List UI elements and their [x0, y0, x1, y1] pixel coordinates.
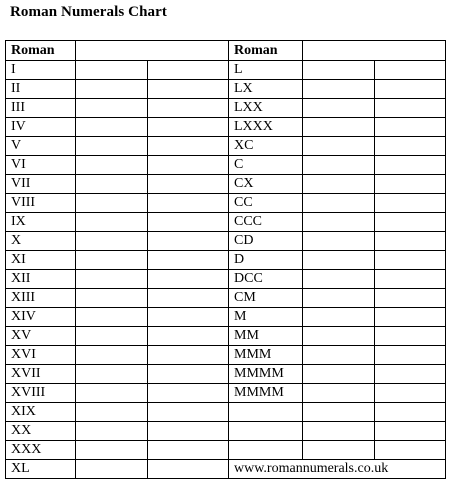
blank-cell: [303, 270, 375, 289]
blank-cell: [303, 194, 375, 213]
blank-cell: [76, 365, 148, 384]
blank-cell: [303, 80, 375, 99]
roman-left-cell: XV: [6, 327, 76, 346]
blank-cell: [303, 308, 375, 327]
table-row: [6, 213, 446, 232]
blank-cell: [148, 308, 229, 327]
table-row: [6, 118, 446, 137]
blank-cell: [375, 308, 446, 327]
roman-right-cell: CM: [229, 289, 303, 308]
blank-cell: [76, 403, 148, 422]
blank-cell: [303, 175, 375, 194]
table-row: [6, 175, 446, 194]
blank-cell: [76, 327, 148, 346]
blank-cell: [375, 80, 446, 99]
blank-cell: [375, 384, 446, 403]
roman-left-cell: V: [6, 137, 76, 156]
roman-left-cell: XVIII: [6, 384, 76, 403]
blank-cell: [303, 156, 375, 175]
chart-title: Roman Numerals Chart: [10, 4, 167, 20]
roman-left-cell: XVI: [6, 346, 76, 365]
blank-cell: [303, 118, 375, 137]
website-url: www.romannumerals.co.uk: [229, 460, 446, 479]
table-row: [6, 99, 446, 118]
blank-cell: [148, 118, 229, 137]
blank-cell: [303, 137, 375, 156]
table-row: [6, 194, 446, 213]
table-row: [6, 327, 446, 346]
header-roman-left: Roman: [6, 41, 76, 61]
roman-right-cell: M: [229, 308, 303, 327]
blank-cell: [303, 213, 375, 232]
roman-right-cell: CD: [229, 232, 303, 251]
blank-cell: [375, 213, 446, 232]
table-row: [6, 403, 446, 422]
blank-cell: [375, 441, 446, 460]
blank-cell: [375, 346, 446, 365]
blank-cell: [148, 251, 229, 270]
blank-cell: [76, 232, 148, 251]
blank-cell: [375, 403, 446, 422]
roman-left-cell: XL: [6, 460, 76, 479]
blank-cell: [375, 270, 446, 289]
blank-cell: [76, 194, 148, 213]
header-blank-left: [76, 41, 229, 61]
blank-cell: [76, 346, 148, 365]
blank-cell: [375, 137, 446, 156]
blank-cell: [148, 346, 229, 365]
blank-cell: [148, 194, 229, 213]
blank-cell: [76, 251, 148, 270]
table-row: [6, 365, 446, 384]
roman-right-cell: MM: [229, 327, 303, 346]
table-row: [6, 422, 446, 441]
header-roman-right: Roman: [229, 41, 303, 61]
roman-right-cell: LXX: [229, 99, 303, 118]
roman-right-cell: [229, 441, 303, 460]
blank-cell: [76, 460, 148, 479]
blank-cell: [303, 384, 375, 403]
blank-cell: [303, 403, 375, 422]
roman-right-cell: XC: [229, 137, 303, 156]
table-row: [6, 441, 446, 460]
roman-left-cell: XI: [6, 251, 76, 270]
roman-left-cell: XIX: [6, 403, 76, 422]
roman-right-cell: LX: [229, 80, 303, 99]
roman-left-cell: X: [6, 232, 76, 251]
blank-cell: [76, 175, 148, 194]
roman-left-cell: XIV: [6, 308, 76, 327]
roman-left-cell: III: [6, 99, 76, 118]
roman-right-cell: MMMM: [229, 365, 303, 384]
blank-cell: [148, 384, 229, 403]
blank-cell: [148, 422, 229, 441]
header-blank-right: [303, 41, 446, 61]
roman-right-cell: C: [229, 156, 303, 175]
blank-cell: [375, 194, 446, 213]
roman-left-cell: XIII: [6, 289, 76, 308]
table-row: [6, 251, 446, 270]
blank-cell: [303, 441, 375, 460]
roman-left-cell: XX: [6, 422, 76, 441]
table-row: [6, 137, 446, 156]
blank-cell: [148, 441, 229, 460]
blank-cell: [375, 118, 446, 137]
blank-cell: [303, 232, 375, 251]
table-row: [6, 156, 446, 175]
blank-cell: [303, 346, 375, 365]
roman-right-cell: MMMM: [229, 384, 303, 403]
blank-cell: [76, 308, 148, 327]
blank-cell: [375, 289, 446, 308]
roman-left-cell: I: [6, 61, 76, 80]
blank-cell: [148, 460, 229, 479]
blank-cell: [375, 422, 446, 441]
table-row: [6, 270, 446, 289]
roman-left-cell: II: [6, 80, 76, 99]
blank-cell: [148, 327, 229, 346]
roman-right-cell: DCC: [229, 270, 303, 289]
blank-cell: [148, 365, 229, 384]
roman-right-cell: L: [229, 61, 303, 80]
roman-right-cell: [229, 403, 303, 422]
blank-cell: [148, 403, 229, 422]
blank-cell: [303, 422, 375, 441]
table-row: [6, 460, 446, 479]
roman-right-cell: MMM: [229, 346, 303, 365]
blank-cell: [148, 156, 229, 175]
blank-cell: [375, 175, 446, 194]
blank-cell: [148, 99, 229, 118]
roman-right-cell: [229, 422, 303, 441]
table-row: [6, 384, 446, 403]
roman-left-cell: IV: [6, 118, 76, 137]
blank-cell: [148, 137, 229, 156]
roman-left-cell: VI: [6, 156, 76, 175]
roman-left-cell: XVII: [6, 365, 76, 384]
blank-cell: [148, 270, 229, 289]
blank-cell: [375, 327, 446, 346]
blank-cell: [148, 175, 229, 194]
table-row: [6, 346, 446, 365]
blank-cell: [375, 232, 446, 251]
blank-cell: [76, 137, 148, 156]
blank-cell: [76, 289, 148, 308]
blank-cell: [76, 61, 148, 80]
table-row: [6, 289, 446, 308]
table-body: [6, 41, 446, 479]
blank-cell: [76, 270, 148, 289]
blank-cell: [76, 422, 148, 441]
table-row: [6, 61, 446, 80]
blank-cell: [375, 61, 446, 80]
roman-right-cell: CX: [229, 175, 303, 194]
roman-right-cell: D: [229, 251, 303, 270]
blank-cell: [76, 156, 148, 175]
roman-left-cell: VII: [6, 175, 76, 194]
blank-cell: [148, 80, 229, 99]
roman-left-cell: VIII: [6, 194, 76, 213]
blank-cell: [76, 441, 148, 460]
blank-cell: [76, 118, 148, 137]
roman-right-cell: LXXX: [229, 118, 303, 137]
blank-cell: [76, 213, 148, 232]
roman-left-cell: XII: [6, 270, 76, 289]
blank-cell: [76, 80, 148, 99]
blank-cell: [148, 61, 229, 80]
blank-cell: [76, 99, 148, 118]
blank-cell: [303, 61, 375, 80]
table-row: [6, 308, 446, 327]
blank-cell: [148, 289, 229, 308]
roman-right-cell: CCC: [229, 213, 303, 232]
blank-cell: [375, 156, 446, 175]
blank-cell: [148, 232, 229, 251]
blank-cell: [375, 365, 446, 384]
blank-cell: [148, 213, 229, 232]
blank-cell: [303, 289, 375, 308]
roman-left-cell: XXX: [6, 441, 76, 460]
blank-cell: [303, 365, 375, 384]
roman-right-cell: CC: [229, 194, 303, 213]
blank-cell: [76, 384, 148, 403]
roman-numerals-table: [5, 40, 446, 479]
blank-cell: [375, 251, 446, 270]
roman-left-cell: IX: [6, 213, 76, 232]
table-row: [6, 232, 446, 251]
blank-cell: [375, 99, 446, 118]
blank-cell: [303, 99, 375, 118]
blank-cell: [303, 327, 375, 346]
table-row: [6, 80, 446, 99]
header-row: [6, 41, 446, 61]
blank-cell: [303, 251, 375, 270]
